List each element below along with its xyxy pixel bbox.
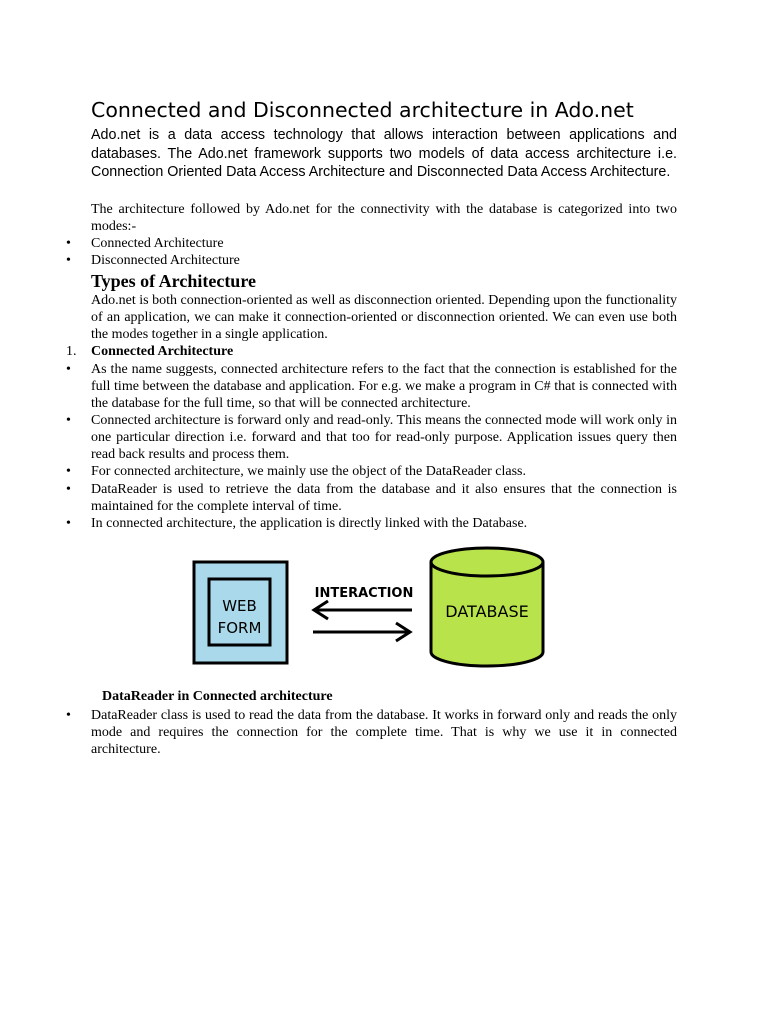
datareader-heading: DataReader in Connected architecture <box>102 689 333 704</box>
types-paragraph: Ado.net is both connection-oriented as well as disconnection oriented. Depending upon the functionality of an application, we can make it connection-oriented or disconnection oriented. We can even use both the modes together in a single application. <box>91 293 677 342</box>
connected-architecture-diagram <box>190 540 550 675</box>
arrow-right-icon <box>313 623 410 641</box>
webform-label-line1: WEB <box>222 597 257 615</box>
bullet-icon: • <box>66 516 71 531</box>
bullet-icon: • <box>66 236 71 251</box>
bullet-icon: • <box>66 253 71 268</box>
list-item: Connected architecture is forward only and read-only. This means the connected mode will work only in one particular direction i.e. forward and that too for read-only purpose. Application issues query then read back results and process them. <box>91 413 677 462</box>
page-title: Connected and Disconnected architecture in Ado.net <box>91 98 634 122</box>
list-item: As the name suggests, connected architecture refers to the fact that the connection is established for the full time between the database and application. For e.g. we make a program in C# that is connected with the database for the full time, so that will be connected architecture. <box>91 362 677 411</box>
list-item: Disconnected Architecture <box>91 253 240 268</box>
section-heading-types: Types of Architecture <box>91 271 256 291</box>
section-title-connected: Connected Architecture <box>91 344 234 359</box>
database-label: DATABASE <box>445 602 529 621</box>
bullet-icon: • <box>66 482 71 497</box>
bullet-icon: • <box>66 413 71 428</box>
list-item: Connected Architecture <box>91 236 224 251</box>
bullet-icon: • <box>66 362 71 377</box>
list-item: In connected architecture, the application is directly linked with the Database. <box>91 516 528 531</box>
followed-by-paragraph: The architecture followed by Ado.net for the connectivity with the database is categorized into two modes:- <box>91 202 677 234</box>
arrow-left-icon <box>314 601 412 619</box>
intro-paragraph: Ado.net is a data access technology that allows interaction between applications and databases. The Ado.net framework supports two models of data access architecture i.e. Connection Oriented Data Access Architecture and Disconnected Data Access Architecture. <box>91 127 677 181</box>
webform-label-line2: FORM <box>217 619 262 637</box>
list-item: For connected architecture, we mainly use the object of the DataReader class. <box>91 464 526 479</box>
section-number: 1. <box>66 344 77 359</box>
list-item: DataReader is used to retrieve the data from the database and it also ensures that the connection is maintained for the complete interval of time. <box>91 482 677 514</box>
interaction-label: INTERACTION <box>314 586 414 601</box>
bullet-icon: • <box>66 464 71 479</box>
bullet-icon: • <box>66 708 71 723</box>
list-item: DataReader class is used to read the data from the database. It works in forward only and reads the only mode and requires the connection for the complete time. That is why we use it in connected architecture. <box>91 708 677 757</box>
